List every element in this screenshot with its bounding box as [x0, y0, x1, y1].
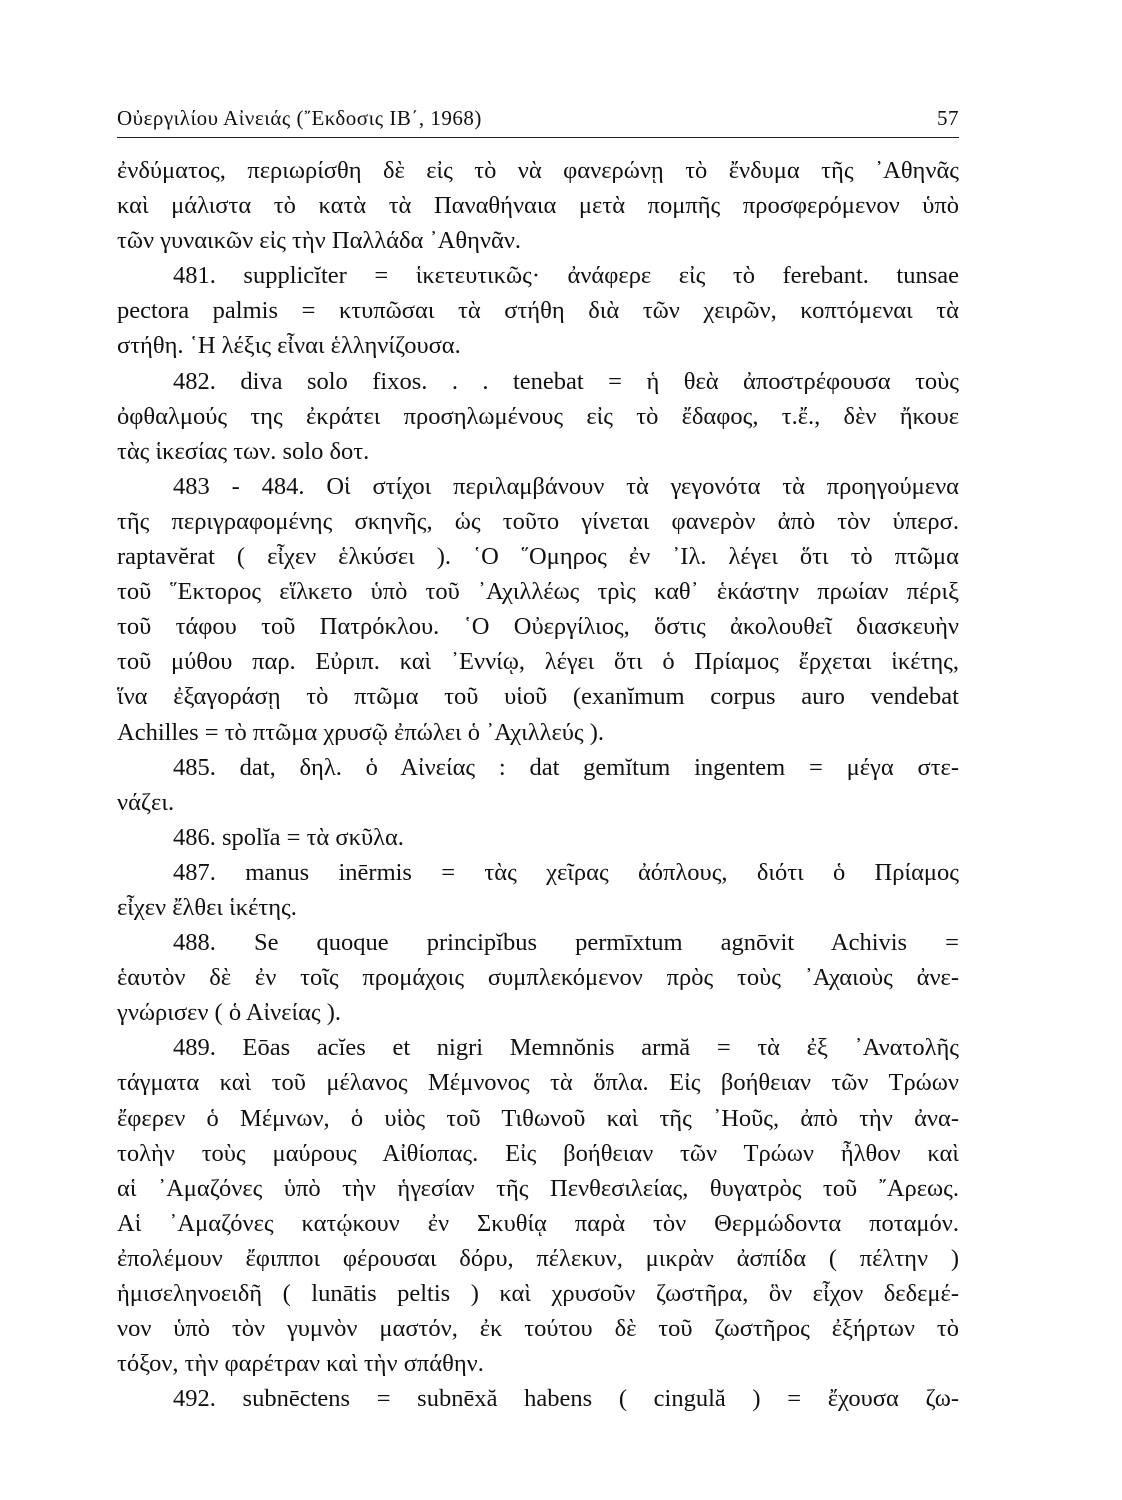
- text-line: Αἱ ᾿Αμαζόνες κατῴκουν ἐν Σκυθίᾳ παρὰ τὸν Θερμώδοντα ποταμόν.: [117, 1209, 959, 1237]
- text-line: Achilles = τὸ πτῶμα χρυσῷ ἐπώλει ὁ ᾿Αχιλλεύς ).: [117, 718, 605, 746]
- text-line: 486. spolĭa = τὰ σκῦλα.: [173, 823, 404, 851]
- running-title: Οὐεργιλίου Αἰνειάς (῎Εκδοσις ΙΒ΄, 1968): [117, 106, 482, 130]
- text-line: pectora palmis = κτυπῶσαι τὰ στήθη διὰ τῶν χειρῶν, κοπτόμεναι τὰ: [117, 297, 959, 325]
- text-line: ἐνδύματος, περιωρίσθη δὲ εἰς τὸ νὰ φανερώνῃ τὸ ἔνδυμα τῆς ᾿Αθηνᾶς: [117, 157, 959, 184]
- text-line: ἡμισεληνοειδῆ ( lunātis peltis ) καὶ χρυσοῦν ζωστῆρα, ὃν εἶχον δεδεμέ-: [117, 1280, 959, 1307]
- text-line: στήθη. ῾Η λέξις εἶναι ἑλληνίζουσα.: [117, 332, 461, 360]
- text-line: αἱ ᾿Αμαζόνες ὑπὸ τὴν ἡγεσίαν τῆς Πενθεσιλείας, θυγατρὸς τοῦ ῎Αρεως.: [117, 1174, 959, 1202]
- text-line: εἶχεν ἔλθει ἱκέτης.: [117, 893, 297, 921]
- text-line: τοῦ μύθου παρ. Εὐριπ. καὶ ᾿Εννίῳ, λέγει ὅτι ὁ Πρίαμος ἔρχεται ἱκέτης,: [117, 648, 959, 676]
- running-header: [117, 100, 959, 134]
- text-line: 489. Eōas acĭes et nigri Memnŏnis armă = τὰ ἐξ ᾿Ανατολῆς: [173, 1034, 959, 1062]
- text-line: 488. Se quoque principĭbus permīxtum agnōvit Achivis =: [173, 929, 959, 957]
- text-line: raptavĕrat ( εἶχεν ἑλκύσει ). ῾Ο ῞Ομηρος ἐν ᾿Ιλ. λέγει ὅτι τὸ πτῶμα: [117, 543, 959, 571]
- text-line: νάζει.: [117, 788, 175, 816]
- text-line: τῆς περιγραφομένης σκηνῆς, ὡς τοῦτο γίνεται φανερὸν ἀπὸ τὸν ὑπερσ.: [117, 507, 959, 535]
- text-line: καὶ μάλιστα τὸ κατὰ τὰ Παναθήναια μετὰ πομπῆς προσφερόμενον ὑπὸ: [117, 192, 959, 220]
- text-line: νον ὑπὸ τὸν γυμνὸν μαστόν, ἐκ τούτου δὲ τοῦ ζωστῆρος ἐξήρτων τὸ: [117, 1315, 959, 1343]
- text-line: ἵνα ἐξαγοράσῃ τὸ πτῶμα τοῦ υἱοῦ (exanĭmum corpus auro vendebat: [117, 683, 959, 711]
- text-line: τῶν γυναικῶν εἰς τὴν Παλλάδα ᾿Αθηνᾶν.: [117, 227, 522, 255]
- text-line: 483 - 484. Οἱ στίχοι περιλαμβάνουν τὰ γεγονότα τὰ προηγούμενα: [173, 472, 959, 500]
- text-line: 481. supplicĭter = ἱκετευτικῶς· ἀνάφερε εἰς τὸ ferebant. tunsae: [173, 262, 959, 290]
- text-line: ὀφθαλμούς της ἐκράτει προσηλωμένους εἰς τὸ ἔδαφος, τ.ἔ., δὲν ἤκουε: [117, 402, 959, 430]
- text-line: 482. diva solo fixos. . . tenebat = ἡ θεὰ ἀποστρέφουσα τοὺς: [173, 367, 959, 395]
- text-line: 487. manus inērmis = τὰς χεῖρας ἀόπλους, διότι ὁ Πρίαμος: [173, 858, 959, 886]
- text-line: 492. subnēctens = subnēxă habens ( cingulă ) = ἔχουσα ζω-: [173, 1385, 959, 1413]
- text-line: τόξον, τὴν φαρέτραν καὶ τὴν σπάθην.: [117, 1350, 484, 1378]
- text-line: τολὴν τοὺς μαύρους Αἰθίοπας. Εἰς βοήθειαν τῶν Τρώων ἦλθον καὶ: [117, 1139, 959, 1167]
- page-number: 57: [937, 106, 959, 130]
- text-line: ἔφερεν ὁ Μέμνων, ὁ υἱὸς τοῦ Τιθωνοῦ καὶ τῆς ᾿Ηοῦς, ἀπὸ τὴν ἀνα-: [117, 1104, 959, 1132]
- text-line: τοῦ τάφου τοῦ Πατρόκλου. ῾Ο Οὐεργίλιος, ὅστις ἀκολουθεῖ διασκευὴν: [117, 613, 959, 641]
- commentary-text: [117, 153, 959, 1416]
- text-line: ἐπολέμουν ἔφιπποι φέρουσαι δόρυ, πέλεκυν, μικρὰν ἀσπίδα ( πέλτην ): [117, 1244, 959, 1272]
- text-line: γνώρισεν ( ὁ Αἰνείας ).: [117, 999, 342, 1027]
- text-line: τὰς ἱκεσίας των. solo δοτ.: [117, 437, 370, 465]
- text-line: ἑαυτὸν δὲ ἐν τοῖς προμάχοις συμπλεκόμενον πρὸς τοὺς ᾿Αχαιοὺς ἀνε-: [117, 964, 959, 992]
- text-line: τάγματα καὶ τοῦ μέλανος Μέμνονος τὰ ὅπλα. Εἰς βοήθειαν τῶν Τρώων: [117, 1069, 959, 1097]
- header-rule: [117, 137, 959, 138]
- text-line: 485. dat, δηλ. ὁ Αἰνείας : dat gemĭtum ingentem = μέγα στε-: [173, 753, 959, 781]
- text-line: τοῦ ῞Εκτορος εἵλκετο ὑπὸ τοῦ ᾿Αχιλλέως τρὶς καθ᾿ ἑκάστην πρωίαν πέριξ: [117, 578, 959, 606]
